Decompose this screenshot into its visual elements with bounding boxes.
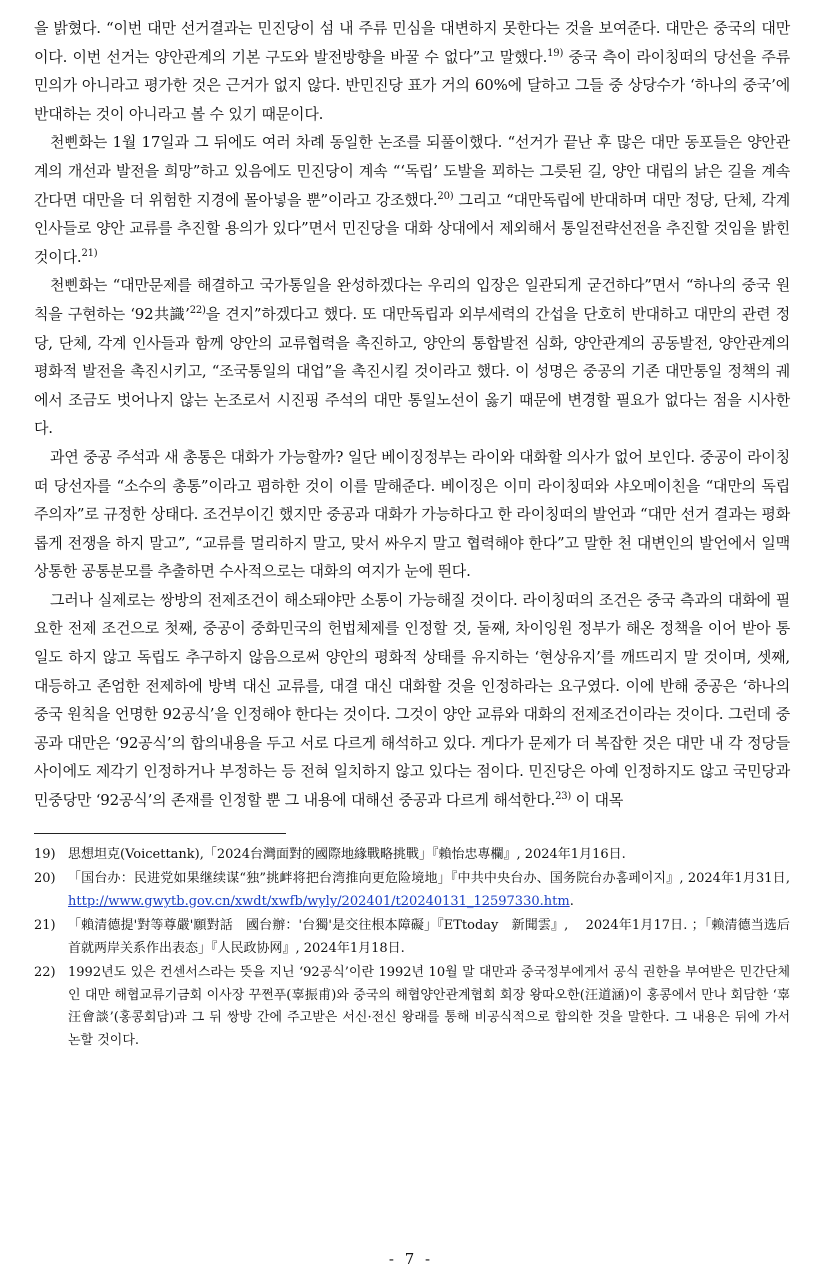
footnote-19	[34, 844, 790, 867]
paragraph-text: 이 대목	[571, 791, 624, 810]
footnote-number: 20)	[34, 871, 56, 887]
paragraph-text: 과연 중공 주석과 새 총통은 대화가 가능할까? 일단 베이징정부는 라이와 대화할 의사가 없어 보인다. 중공이 라이칭떠 당선자를 “소수의 총통”이라고 폄하한 것이 이를 말해준다. 베이징은 이미 라이칭떠와 샤오메이친을 “대만의 독립주의자”로 규정한 상태다. 조건부이긴 했지만 중공과 대화가 가능하다고 한 라이칭떠의 발언과 “대만 선거 결과는 평화롭게 전쟁을 하지 말고”, “교류를 멀리하지 말고, 맞서 싸우지 말고 협력해야 한다”고 말한 천 대변인의 발언에서 일맥상통한 공통분모를 추출하면 수사적으로는 대화의 여지가 눈에 띈다.	[34, 447, 790, 581]
footnotes	[34, 844, 790, 1053]
footnote-ref-19[interactable]: 19)	[547, 47, 564, 59]
paragraph-5	[34, 586, 790, 815]
paragraph-3	[34, 271, 790, 443]
footnote-text	[68, 868, 790, 913]
paragraph-text: 을 견지”하겠다고 했다. 또 대만독립과 외부세력의 간섭을 단호히 반대하고 대만의 관련 정당, 단체, 각계 인사들과 함께 양안의 교류협력을 촉진하고, 양안의 통합발전 심화, 양안관계의 공동발전, 양안관계의 평화적 발전을 촉진시키고, “조국통일의 대업”을 촉진시킬 것이라고 했다. 이 성명은 중공의 기존 대만통일 정책의 궤에서 조금도 벗어나지 않는 논조로서 시진핑 주석의 대만 통일노선이 옳기 때문에 변경할 필요가 없다는 점을 시사한다.	[34, 304, 790, 438]
footnote-number: 22)	[34, 965, 56, 981]
paragraph-text: 천삔화는 1월 17일과 그 뒤에도 여러 차례 동일한 논조를 되풀이했다. “선거가 끝난 후 많은 대만 동포들은 양안관계의 개선과 발전을 희망”하고 있음에도 민진당이 계속 “‘독립’ 도발을 꾀하는 그릇된 길, 양안 대립의 낡은 길을 계속 간다면 대만을 더 위험한 지경에 몰아넣을 뿐”이라고 강조했다.	[34, 133, 790, 209]
paragraph-text: 천삔화는 “대만문제를 해결하고 국가통일을 완성하겠다는 우리의 입장은 일관되게 굳건하다”면서 “하나의 중국 원칙을 구현하는 ‘92共識’	[34, 276, 790, 323]
footnote-ref-23[interactable]: 23)	[555, 791, 572, 803]
footnote-ref-20[interactable]: 20)	[437, 190, 454, 202]
body-text	[34, 14, 790, 815]
paragraph-text: 을 밝혔다. “이번 대만 선거결과는 민진당이 섬 내 주류 민심을 대변하지 못한다는 것을 보여준다. 대만은 중국의 대만이다. 이번 선거는 양안관계의 기본 구도와 발전방향을 바꿀 수 없다”고 말했다.	[34, 19, 790, 66]
footnote-ref-21[interactable]: 21)	[81, 247, 98, 259]
page-content	[34, 14, 790, 1054]
footnote-text: 「賴清德提'對等尊嚴'願對話 國台辦：'台獨'是交往根本障礙」『ETtoday 新聞雲』, 2024年1月17日. ；「赖清德当选后首就两岸关系作出表态」『人民政协网』, 2024年1月18日.	[68, 918, 790, 956]
footnote-number: 19)	[34, 846, 56, 862]
footnote-text-tail: .	[569, 893, 574, 909]
page-number: - 7 -	[388, 1250, 434, 1268]
footnote-20	[34, 868, 790, 913]
paragraph-text: 중국 측이 라이칭떠의 당선을 주류 민의가 아니라고 평가한 것은 근거가 없지 않다. 반민진당 표가 거의 60%에 달하고 그들 중 상당수가 ‘하나의 중국’에 반대하는 것이 아니라고 볼 수 있기 때문이다.	[34, 47, 791, 123]
paragraph-4	[34, 443, 790, 586]
footnote-divider	[34, 833, 286, 834]
footnote-number: 21)	[34, 918, 56, 934]
footnote-link[interactable]: http://www.gwytb.gov.cn/xwdt/xwfb/wyly/202401/t20240131_12597330.htm	[68, 893, 570, 909]
footnote-22	[34, 962, 790, 1052]
footnote-text-body: 「国台办：民进党如果继续谋“独”挑衅将把台湾推向更危险境地」『中共中央台办、国务院台办홈페이지』, 2024年1月31日,	[68, 871, 790, 887]
paragraph-text: 그러나 실제로는 쌍방의 전제조건이 해소돼야만 소통이 가능해질 것이다. 라이칭떠의 조건은 중국 측과의 대화에 필요한 전제 조건으로 첫째, 중공이 중화민국의 헌법체제를 인정할 것, 둘째, 차이잉원 정부가 해온 정책을 이어 받아 통일도 하지 않고 독립도 추구하지 않음으로써 양안의 평화적 상태를 유지하는 ‘현상유지’를 깨뜨리지 말 것이며, 셋째, 대등하고 존엄한 전제하에 방벽 대신 교류를, 대결 대신 대화할 것을 인정하라는 요구였다. 이에 반해 중공은 ‘하나의 중국 원칙을 언명한 92공식’을 인정해야 한다는 것이다. 그것이 양안 교류와 대화의 전제조건이라는 것이다. 그런데 중공과 대만은 ‘92공식’의 합의내용을 두고 서로 다르게 해석하고 있다. 게다가 문제가 더 복잡한 것은 대만 내 각 정당들 사이에도 제각기 인정하거나 부정하는 등 전혀 일치하지 않고 있다는 점이다. 민진당은 아예 인정하지도 않고 국민당과 민중당만 ‘92공식’의 존재를 인정할 뿐 그 내용에 대해선 중공과 다르게 해석한다.	[34, 590, 790, 810]
footnote-text: 1992년도 있은 컨센서스라는 뜻을 지닌 ‘92공식’이란 1992년 10월 말 대만과 중국정부에게서 공식 권한을 부여받은 민간단체인 대만 해협교류기금회 이사장 꾸쩐푸(辜振甫)와 중국의 해협양안관계협회 회장 왕따오한(汪道涵)이 홍콩에서 만나 회담한 ‘辜汪會談’(홍콩회담)과 그 뒤 쌍방 간에 주고받은 서신·전신 왕래를 통해 비공식적으로 합의한 것을 말한다. 그 내용은 뒤에 가서 논할 것이다.	[68, 965, 790, 1048]
paragraph-2	[34, 128, 790, 271]
paragraph-text: 그리고 “대만독립에 반대하며 대만 정당, 단체, 각계 인사들로 양안 교류를 추진할 용의가 있다”면서 민진당을 대화 상대에서 제외해서 통일전략선전을 추진할 것임을 밝힌 것이다.	[34, 190, 790, 266]
footnote-ref-22[interactable]: 22)	[189, 304, 206, 316]
footnote-text: 思想坦克(Voicettank),「2024台灣面對的國際地緣戰略挑戰」『賴怡忠專欄』, 2024年1月16日.	[68, 846, 626, 862]
footnote-21	[34, 915, 790, 960]
paragraph-1	[34, 14, 790, 128]
